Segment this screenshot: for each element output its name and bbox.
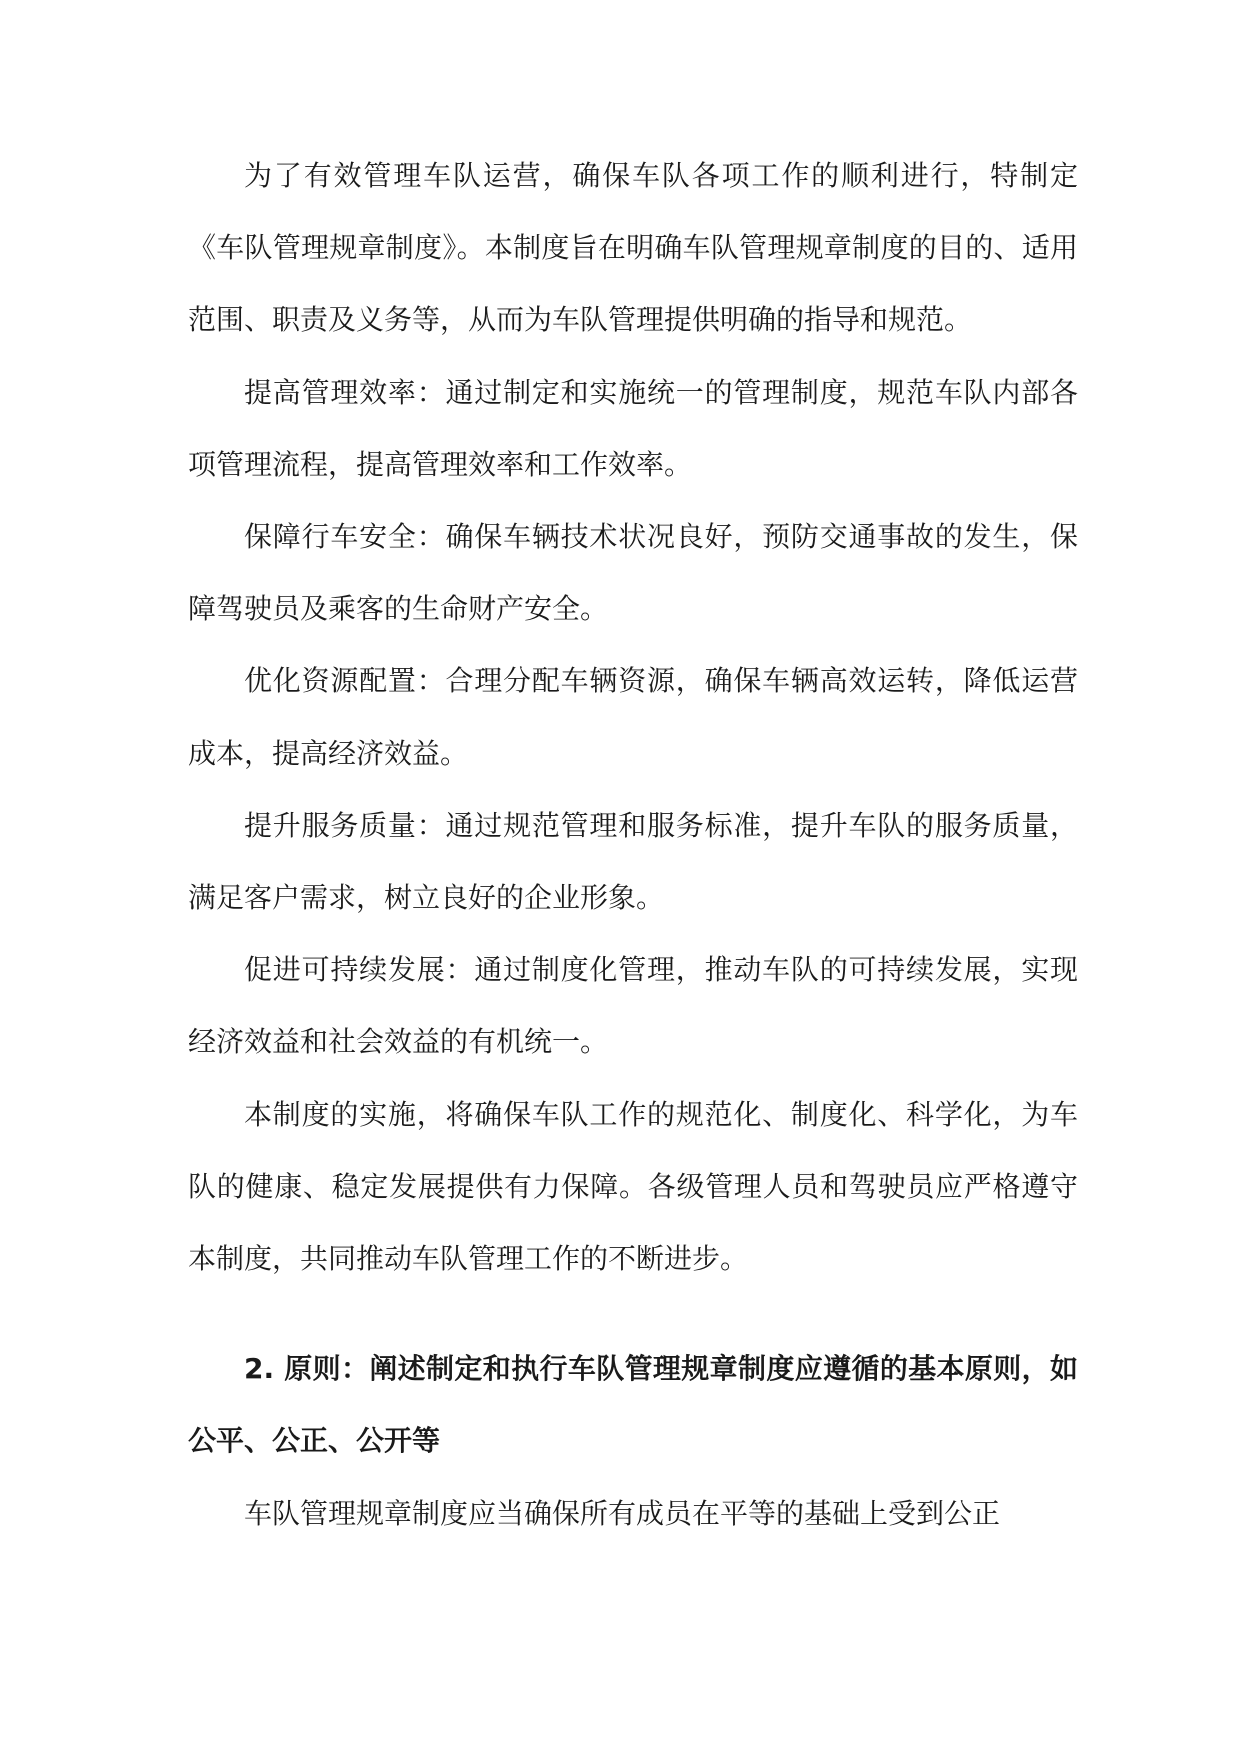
resource-paragraph: 优化资源配置：合理分配车辆资源，确保车辆高效运转，降低运营成本，提高经济效益。 (188, 664, 1078, 770)
service-paragraph: 提升服务质量：通过规范管理和服务标准，提升车队的服务质量，满足客户需求，树立良好的企业形象。 (188, 808, 1078, 915)
sustainability-paragraph: 促进可持续发展：通过制度化管理，推动车队的可持续发展，实现经济效益和社会效益的有机统一。 (188, 953, 1078, 1059)
section-heading-principles: 2. 原则：阐述制定和执行车队管理规章制度应遵循的基本原则，如公平、公正、公开等 (188, 1352, 1078, 1458)
document-body (188, 140, 1078, 1550)
intro-paragraph: 为了有效管理车队运营，确保车队各项工作的顺利进行，特制定《车队管理规章制度》。本制度旨在明确车队管理规章制度的目的、适用范围、职责及义务等，从而为车队管理提供明确的指导和规范。 (188, 159, 1078, 337)
efficiency-paragraph: 提高管理效率：通过制定和实施统一的管理制度，规范车队内部各项管理流程，提高管理效率和工作效率。 (188, 375, 1078, 481)
safety-paragraph: 保障行车安全：确保车辆技术状况良好，预防交通事故的发生，保障驾驶员及乘客的生命财产安全。 (188, 520, 1078, 626)
principles-paragraph: 车队管理规章制度应当确保所有成员在平等的基础上受到公正 (244, 1496, 1001, 1530)
implementation-paragraph: 本制度的实施，将确保车队工作的规范化、制度化、科学化，为车队的健康、稳定发展提供有力保障。各级管理人员和驾驶员应严格遵守本制度，共同推动车队管理工作的不断进步。 (188, 1097, 1078, 1276)
